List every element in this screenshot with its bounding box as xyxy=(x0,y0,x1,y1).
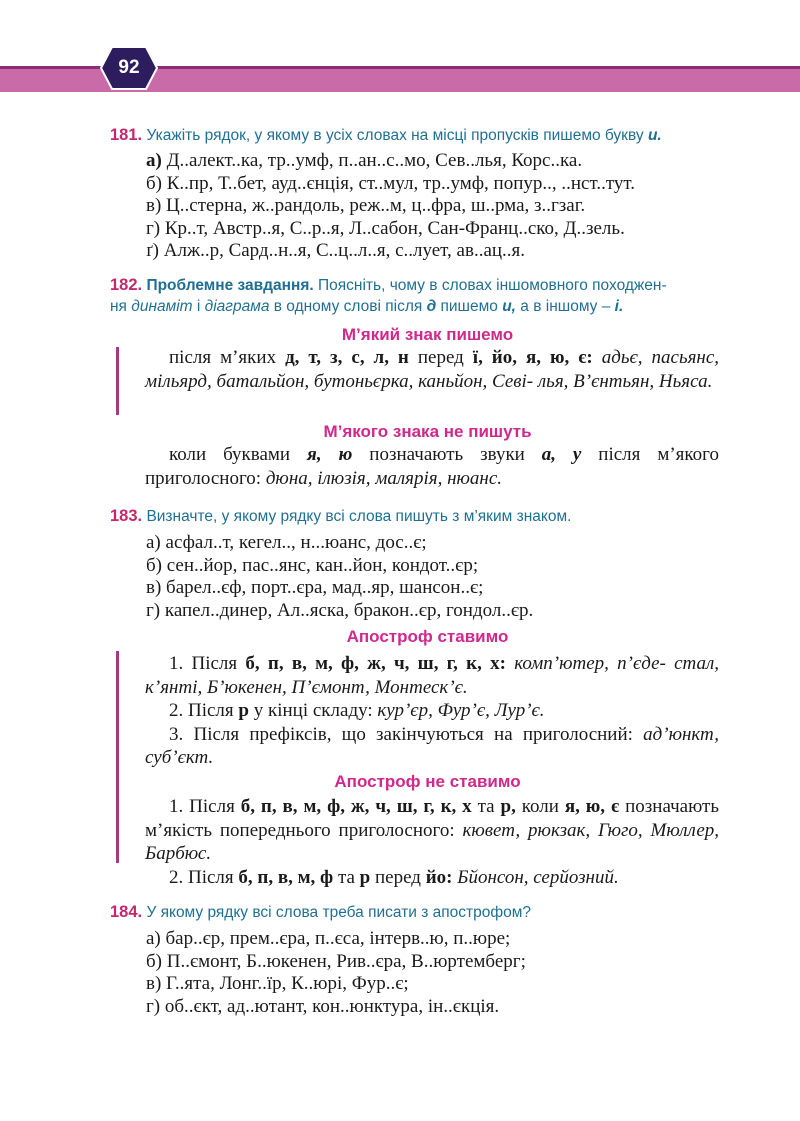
task-word: динаміт xyxy=(131,298,193,315)
rule-examples: ад’юнкт, суб’єкт. xyxy=(145,723,719,768)
rule-text: 2. Після xyxy=(169,866,234,888)
rule-examples: дюна, ілюзія, малярія, нюанс. xyxy=(265,467,503,489)
line-b: б) П..ємонт, Б..юкенен, Рив..єра, В..юртемберг; xyxy=(146,950,526,972)
task-word: діаграма xyxy=(204,298,270,315)
rule-text: та xyxy=(477,796,495,817)
line-d: г) Кр..т, Австр..я, С..р..я, Л..сабон, Сан-Франц..ско, Д..зель. xyxy=(146,217,625,239)
rule-no-apostrophe-text xyxy=(145,795,719,889)
rule-text: коли xyxy=(521,796,559,817)
rule-examples: комп’ютер, п’єде- xyxy=(514,653,666,674)
task-text: пишемо xyxy=(440,298,498,315)
line-b: б) К..пр, Т..бет, ауд..єнція, ст..мул, тр..умф, попур.., ..нст..тут. xyxy=(146,172,636,194)
rule-text: після м’яких xyxy=(169,347,277,368)
task-letter: и. xyxy=(647,127,662,144)
task-text: а в іншому – xyxy=(520,298,611,315)
exercise-number: 181. xyxy=(110,126,143,144)
rule-letters: р, xyxy=(500,796,516,817)
exercise-number: 184. xyxy=(110,903,143,921)
rule-text: перед xyxy=(417,347,464,368)
task-letter: и, xyxy=(502,298,516,315)
rule-bar xyxy=(116,651,119,863)
rule-text: перед xyxy=(375,866,421,888)
task-text: У якому рядку всі слова треба писати з апострофом? xyxy=(146,904,532,921)
line-a: а) бар..єр, прем..єра, п..єса, інтерв..ю, п..юре; xyxy=(146,928,511,949)
rule-letters: а, у xyxy=(541,444,582,465)
rule-examples: лья, В’єнтьян, Ньяса. xyxy=(537,370,713,392)
rule-letters: б, п, в, м, ф, ж, ч, ш, г, к, х: xyxy=(245,653,506,674)
task-title: Проблемне завдання. xyxy=(146,277,314,294)
rule-text: 1. Після xyxy=(169,796,235,817)
line-e: ґ) Алж..р, Сард..н..я, С..ц..л..я, с..лует, ав..ац..я. xyxy=(146,240,526,261)
task-text: Поясніть, чому в словах іншомовного походжен- xyxy=(318,277,667,294)
exercise-184-lines xyxy=(146,928,526,1018)
line-d: г) капел..динер, Ал..яска, бракон..єр, гондол..єр. xyxy=(146,599,534,621)
rule-letters: б, п, в, м, ф xyxy=(238,866,334,888)
rule-examples: кювет, xyxy=(462,819,521,841)
rule-letters: йо: xyxy=(425,866,453,888)
exercise-184-task xyxy=(110,902,531,923)
exercise-number: 182. xyxy=(110,276,143,294)
rule-text: у кінці складу: xyxy=(253,700,373,721)
line-c: в) Г..ята, Лонг..їр, К..юрі, Фур..є; xyxy=(146,973,409,994)
exercise-number: 183. xyxy=(110,507,143,525)
rule-text: 3. Після префіксів, що закінчуються на приголосний: xyxy=(169,723,633,745)
task-letter: і. xyxy=(614,298,624,315)
line-d: г) об..єкт, ад..ютант, кон..юнктура, ін..єкція. xyxy=(146,995,500,1017)
rule-title-no-soft-sign: М’якого знака не пишуть xyxy=(323,422,532,441)
rule-examples: адьє, пасьянс, мільярд, батальйон, бутоньєрка, каньйон, Севі- xyxy=(145,347,720,392)
rule-no-soft-sign-text xyxy=(145,443,719,490)
rule-title-no-apostrophe: Апостроф не ставимо xyxy=(334,772,521,791)
rule-soft-sign-text xyxy=(145,346,719,393)
line-c: в) Ц..стерна, ж..рандоль, реж..м, ц..фра, ш..рма, з..гзаг. xyxy=(146,195,586,216)
task-text: в одному слові після xyxy=(273,298,423,315)
rule-text: після м’якого приголосного: xyxy=(145,444,719,489)
rule-bar xyxy=(116,347,119,415)
rule-text: та xyxy=(337,866,355,888)
task-text: і xyxy=(196,298,201,315)
rule-text: 1. Після xyxy=(169,653,238,674)
rule-letters: б, п, в, м, ф, ж, ч, ш, г, к, х xyxy=(240,796,472,817)
rule-title-apostrophe: Апостроф ставимо xyxy=(346,627,509,646)
task-text: Визначте, у якому рядку всі слова пишуть з м’яким знаком. xyxy=(146,508,572,525)
exercise-183-lines xyxy=(146,532,533,622)
rule-text: позначають м’якість попереднього приголосного: xyxy=(145,796,720,841)
rule-letters: я, ю, є xyxy=(564,796,620,817)
rule-text: коли буквами xyxy=(169,444,291,465)
rule-letters: я, ю xyxy=(307,444,353,465)
exercise-183-task xyxy=(110,506,571,527)
task-letter: д xyxy=(426,298,437,315)
rule-text: позначають звуки xyxy=(369,444,525,465)
line-a xyxy=(146,150,635,173)
line-b: б) сен..йор, пас..янс, кан..йон, кондот..єр; xyxy=(146,554,479,576)
rule-text: 2. Після xyxy=(169,700,234,721)
line-text: Д..алект..ка, тр..умф, п..ан..с..мо, Сев..лья, Корс..ка. xyxy=(161,150,583,171)
rule-examples: рюкзак, Гюго, Мюллер, Барбюс. xyxy=(145,819,720,864)
exercise-181-lines xyxy=(146,150,635,263)
rule-letters: р xyxy=(359,866,371,888)
line-a: а) асфал..т, кегел.., н...юанс, дос..є; xyxy=(146,532,427,553)
line-c: в) барел..єф, порт..єра, мад..яр, шансон..є; xyxy=(146,577,484,598)
task-text: ня xyxy=(110,298,127,315)
page-number: 92 xyxy=(118,57,140,78)
exercise-182-task xyxy=(110,275,740,317)
rule-apostrophe-text xyxy=(145,652,719,770)
rule-examples: Бйонсон, серйозний. xyxy=(457,866,619,888)
rule-letters: ї, йо, я, ю, є: xyxy=(472,347,593,368)
rule-letters: р xyxy=(238,700,249,721)
rule-letters: д, т, з, с, л, н xyxy=(285,347,409,368)
line-label: а) xyxy=(146,150,162,171)
task-text: Укажіть рядок, у якому в усіх словах на місці пропусків пишемо букву xyxy=(146,127,644,144)
rule-examples: стал, к’янті, Б’юкенен, П’ємонт, Монтеск’є. xyxy=(145,653,720,698)
rule-examples: кур’єр, Фур’є, Лур’є. xyxy=(377,700,545,721)
exercise-181-task xyxy=(110,125,662,146)
rule-title-soft-sign: М’який знак пишемо xyxy=(341,325,514,344)
